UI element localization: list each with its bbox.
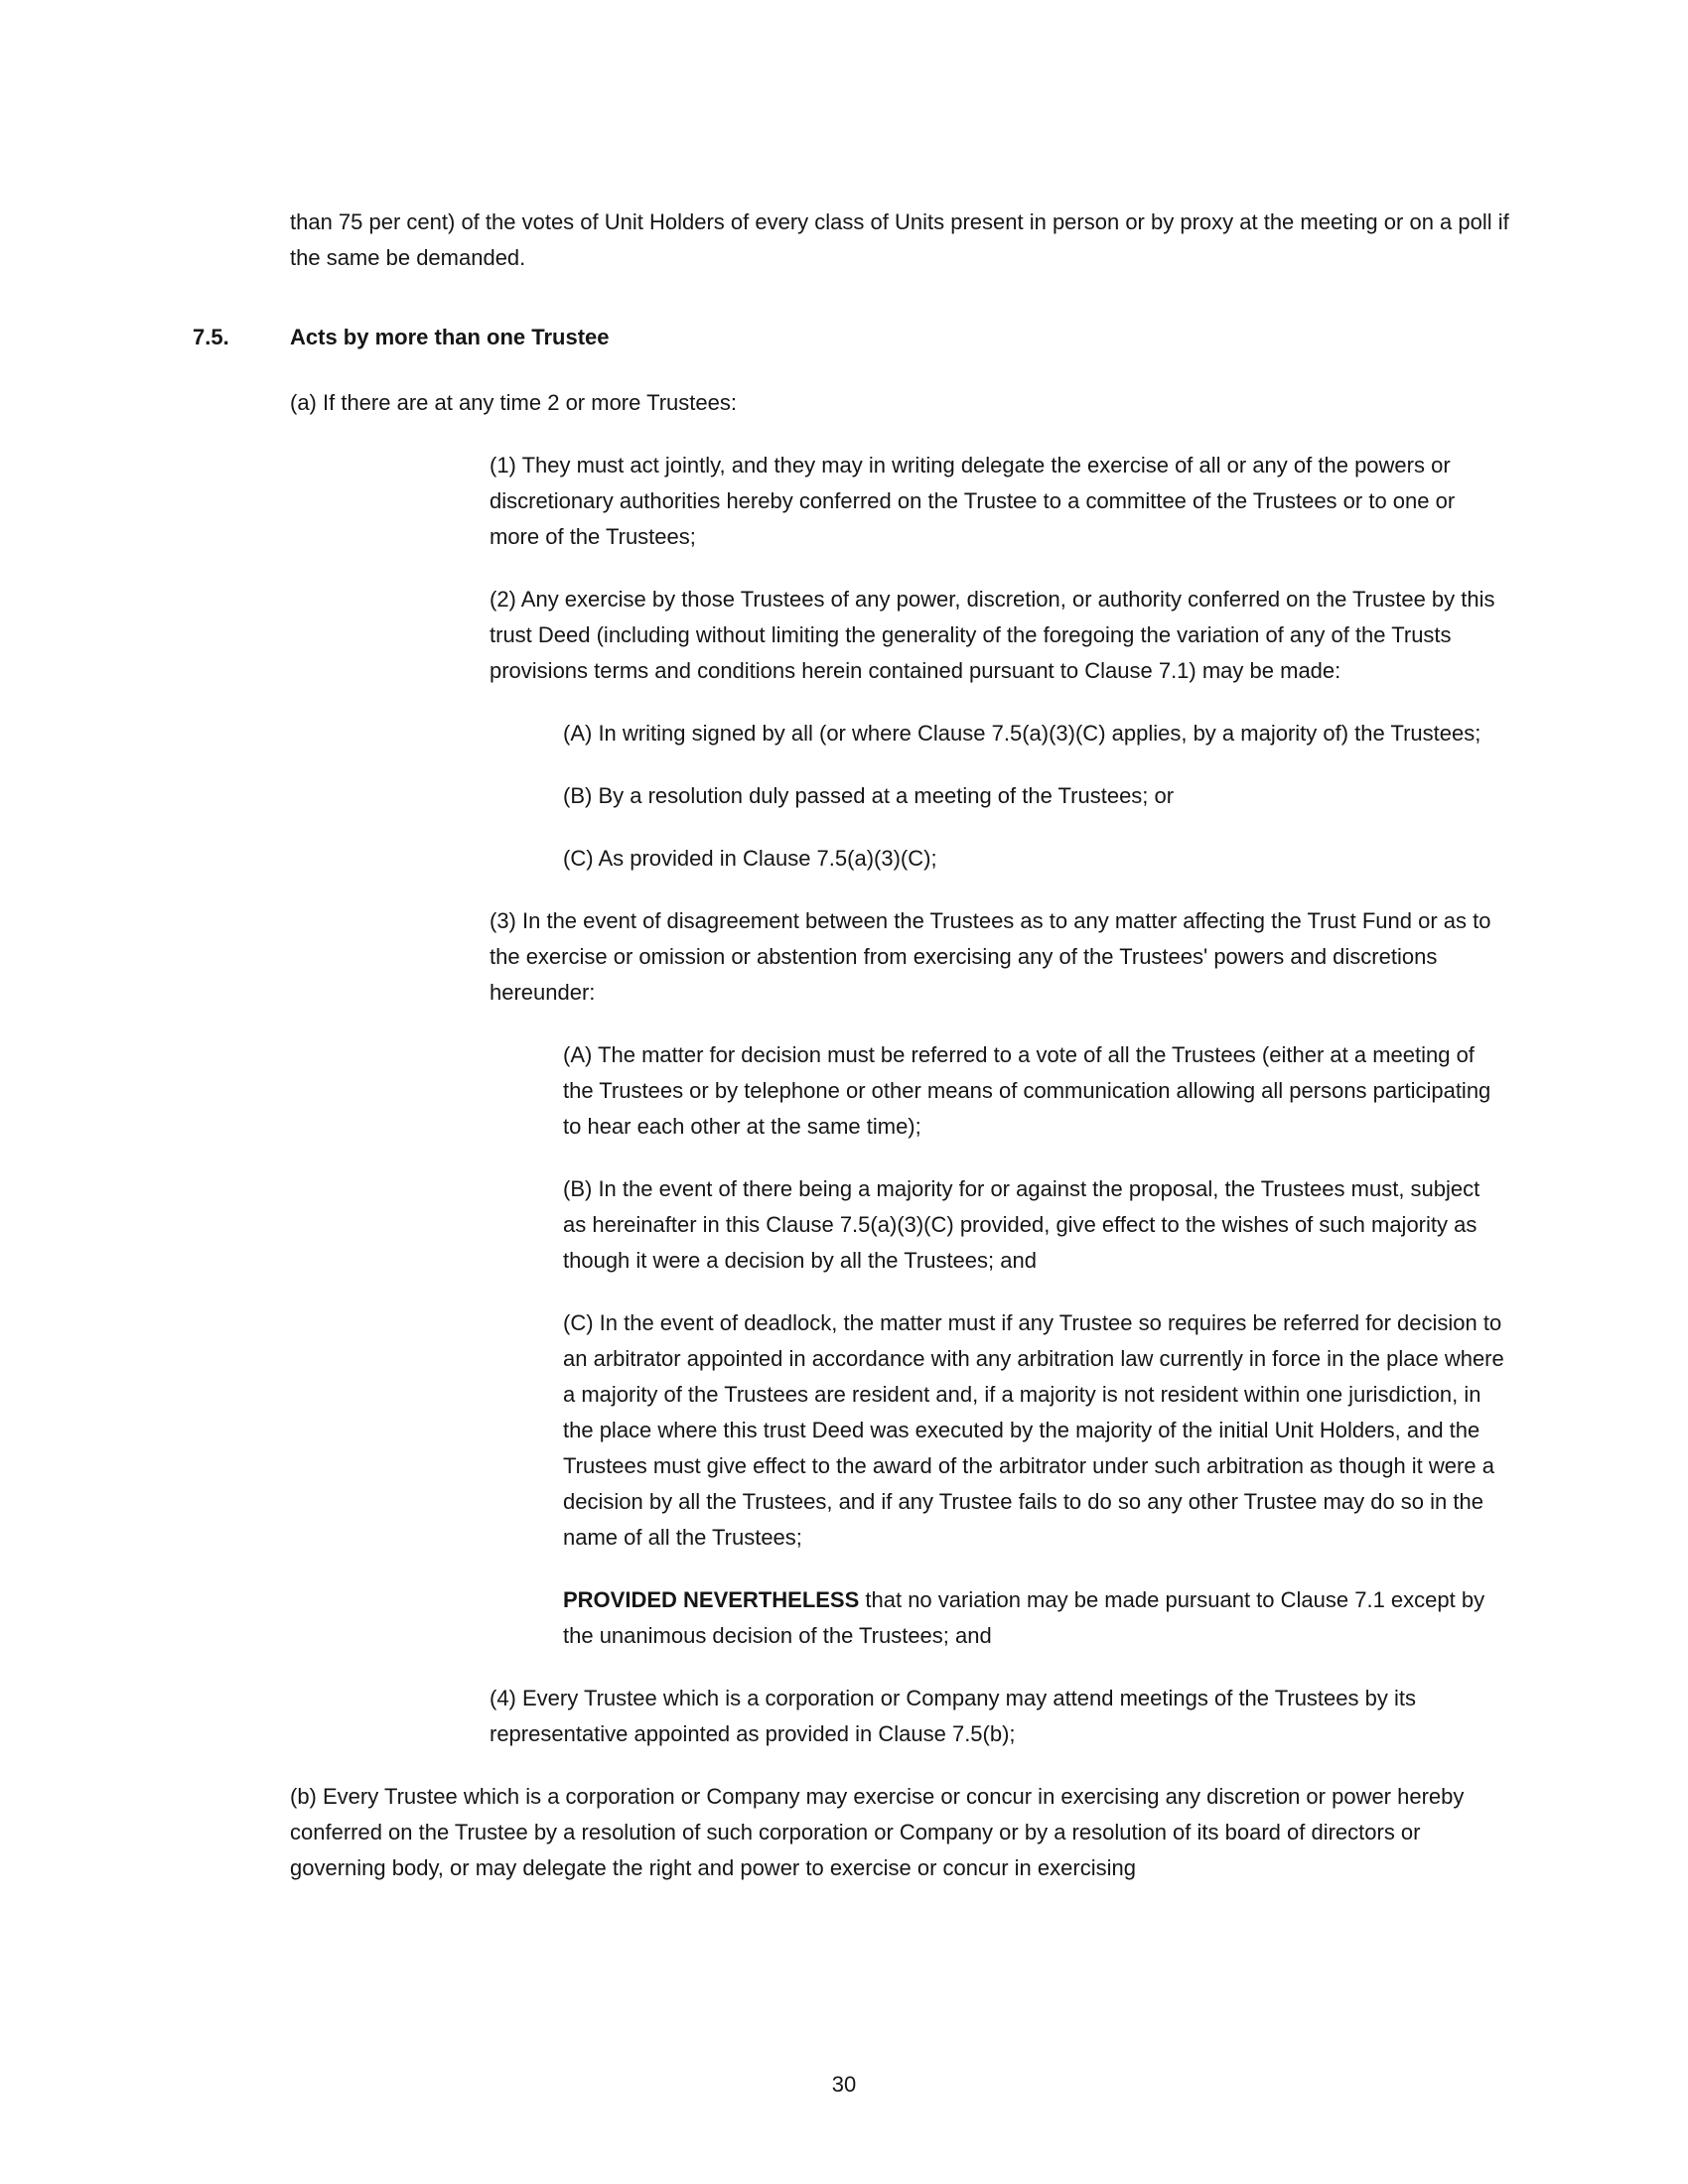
section-heading-7-5 <box>0 320 1688 355</box>
clause-a-item-3-sub-C: (C) In the event of deadlock, the matter must if any Trustee so requires be referred for decision to an arbitrator appointed in accordance with any arbitration law currently in force in the place where a majority of the Trustees are resident and, if a majority is not resident within one jurisdiction, in the place where this trust Deed was executed by the majority of the initial Unit Holders, and the Trustees must give effect to the award of the arbitrator under such arbitration as though it were a decision by all the Trustees, and if any Trustee fails to do so any other Trustee may do so in the name of all the Trustees; <box>563 1310 1504 1550</box>
page-number: 30 <box>831 2072 857 2097</box>
paragraph-intro-continuation: than 75 per cent) of the votes of Unit Holders of every class of Units present in person or by proxy at the meeting or on a poll if the same be demanded. <box>290 209 1509 270</box>
clause-b: (b) Every Trustee which is a corporation or Company may exercise or concur in exercising any discretion or power hereby conferred on the Trustee by a resolution of such corporation or Company or by a resolution of its board of directors or governing body, or may delegate the right and power to exercise or concur in exercising <box>290 1784 1465 1880</box>
section-title: Acts by more than one Trustee <box>290 325 610 349</box>
clause-a-item-2-sub-B: (B) By a resolution duly passed at a meeting of the Trustees; or <box>563 783 1175 808</box>
clause-a-item-2-sub-A: (A) In writing signed by all (or where Clause 7.5(a)(3)(C) applies, by a majority of) the Trustees; <box>563 721 1481 746</box>
proviso-rest-text: that no variation may be made pursuant to Clause 7.1 except by the unanimous decision of the Trustees; and <box>563 1587 1485 1648</box>
section-number: 7.5. <box>193 325 229 349</box>
clause-a-item-1: (1) They must act jointly, and they may in writing delegate the exercise of all or any of the powers or discretionary authorities hereby conferred on the Trustee to a committee of the Trustees or to one or more of the Trustees; <box>490 453 1456 549</box>
clause-a-item-3-sub-B: (B) In the event of there being a majority for or against the proposal, the Trustees must, subject as hereinafter in this Clause 7.5(a)(3)(C) provided, give effect to the wishes of such majority as though it were a decision by all the Trustees; and <box>563 1176 1480 1273</box>
clause-a-item-4: (4) Every Trustee which is a corporation or Company may attend meetings of the Trustees by its representative appointed as provided in Clause 7.5(b); <box>490 1686 1416 1746</box>
clause-a-item-3-sub-A: (A) The matter for decision must be referred to a vote of all the Trustees (either at a meeting of the Trustees or by telephone or other means of communication allowing all persons participating to hear each other at the same time); <box>563 1042 1491 1139</box>
proviso-lead-text: PROVIDED NEVERTHELESS <box>563 1587 860 1612</box>
proviso-paragraph <box>563 1582 1508 1654</box>
clause-a-item-2-sub-C: (C) As provided in Clause 7.5(a)(3)(C); <box>563 846 937 871</box>
clause-a-item-3: (3) In the event of disagreement between the Trustees as to any matter affecting the Trust Fund or as to the exercise or omission or abstention from exercising any of the Trustees' powers and discretions hereunder: <box>490 908 1491 1005</box>
clause-a: (a) If there are at any time 2 or more Trustees: <box>290 390 737 415</box>
clause-a-item-2: (2) Any exercise by those Trustees of any power, discretion, or authority conferred on the Trustee by this trust Deed (including without limiting the generality of the foregoing the variation of any of the Trusts provisions terms and conditions herein contained pursuant to Clause 7.1) may be made: <box>490 587 1495 683</box>
